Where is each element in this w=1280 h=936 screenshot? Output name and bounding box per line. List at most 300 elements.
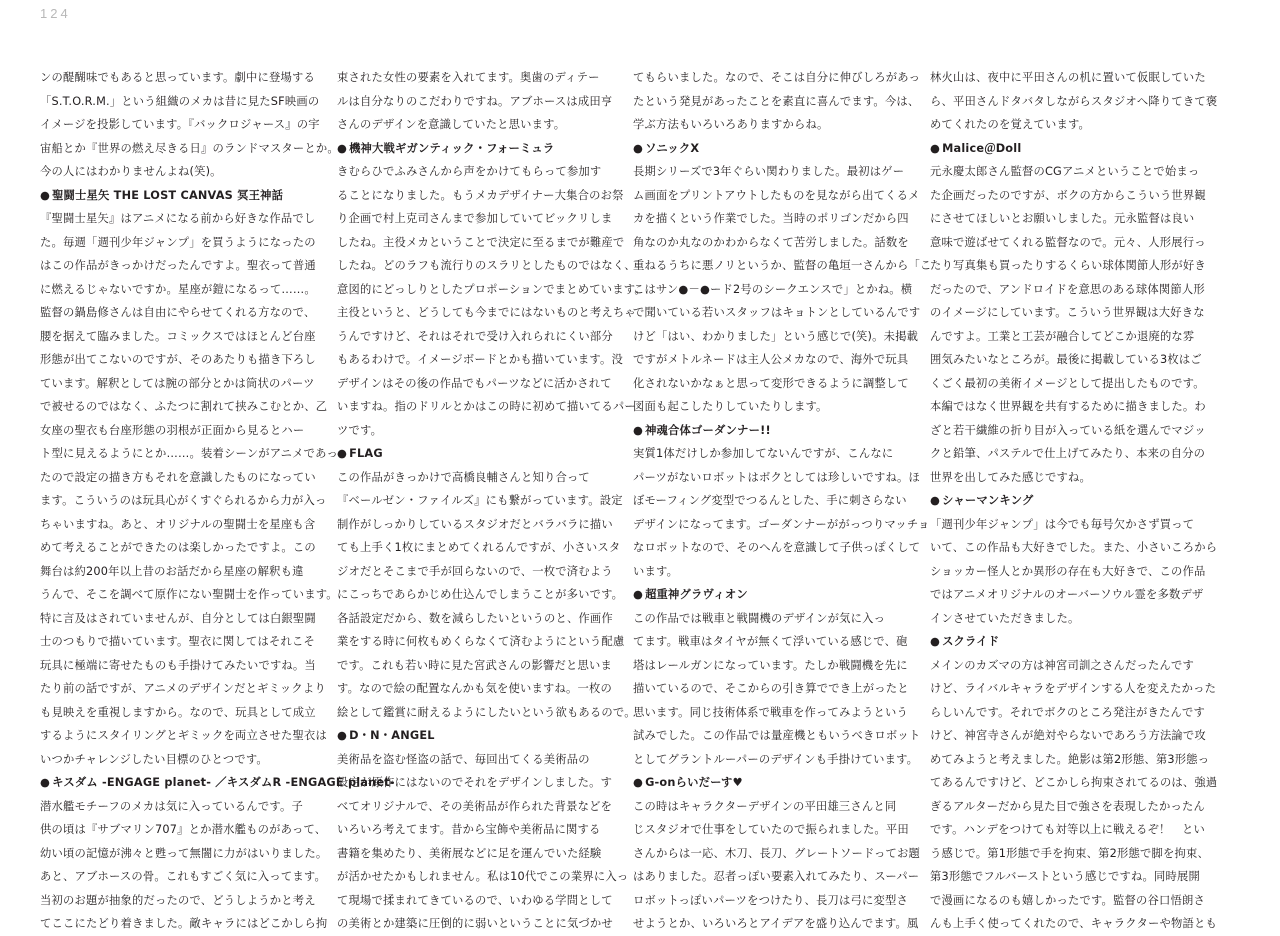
- line-text: 各話設定だから、数を減らしたいというのと、作画作: [337, 611, 613, 625]
- line-text: メインのカズマの方は神宮司訓之さんだったんです: [930, 658, 1194, 672]
- line-text: デザインはその後の作品でもパーツなどに活かされて: [337, 376, 612, 390]
- text-line: [40, 701, 316, 725]
- line-text: ショッカー怪人とか異形の存在も大好きで、この作品: [930, 564, 1206, 578]
- line-text: ら、平田さんドタバタしながらスタジオへ降りてきて褒: [930, 94, 1218, 108]
- text-line: [633, 254, 932, 278]
- line-text: 角なのか丸なのかわからなくて苦労しました。話数を: [633, 235, 909, 249]
- line-text: 当初のお題が抽象的だったので、どうしようかと考え: [40, 893, 316, 907]
- text-line: [930, 442, 1206, 466]
- line-text: です。これも若い時に見た宮武さんの影響だと思いま: [337, 658, 613, 672]
- text-line: [337, 207, 613, 231]
- text-line: [337, 748, 607, 772]
- text-line: [930, 254, 1206, 278]
- text-line: [40, 513, 316, 537]
- line-text: 重ねるうちに悪ノリというか、監督の亀垣一さんから「こ: [633, 259, 932, 272]
- line-text: た企画だったのですが、ボクの方からこういう世界観: [930, 188, 1206, 202]
- heading-text: スクライド: [942, 635, 1000, 648]
- line-text: 世界を出してみた感じですね。: [930, 470, 1091, 484]
- text-line: [930, 160, 1200, 184]
- text-line: [930, 536, 1218, 560]
- line-text: したね。どのラフも流行りのスラリとしたものではなく、: [337, 259, 636, 272]
- line-text: 特に言及はされていませんが、自分としては白銀聖闘: [40, 611, 316, 625]
- text-line: [633, 113, 903, 137]
- line-text: としてグラントルーパーのデザインも手掛けています。: [633, 752, 919, 766]
- line-text: めて考えることができたのは楽しかったですよ。この: [40, 541, 316, 554]
- text-line: [633, 654, 908, 678]
- text-line: [337, 325, 613, 349]
- line-text: めてみようと考えました。絶影は第2形態、第3形態っ: [930, 752, 1210, 766]
- text-line: [633, 607, 903, 631]
- text-line: [337, 771, 613, 795]
- line-text: ですがメトルネードは主人公メカなので、海外で玩具: [633, 353, 909, 366]
- text-line: [930, 348, 1200, 372]
- line-text: いつかチャレンジしたい目標のひとつです。: [40, 752, 268, 766]
- line-text: インさせていただきました。: [930, 611, 1080, 625]
- line-text: 宙船とか『世界の燃え尽きる日』のランドマスターとか。: [40, 141, 339, 155]
- text-line: [337, 701, 636, 725]
- text-line: [930, 395, 1206, 419]
- line-text: 業をする時に何枚もめくらなくて済むようにという配慮: [337, 635, 625, 648]
- text-line: [40, 466, 316, 490]
- line-text: ロボットっぽいパーツをつけたり、長刀は弓に変型さ: [633, 893, 909, 907]
- text-line: [40, 560, 310, 584]
- section-heading: [337, 442, 607, 466]
- line-text: この作品がきっかけで高橋良輔さんと知り合って: [337, 470, 590, 484]
- line-text: てここにたどり着きました。敵キャラにはどこかしら拘: [40, 917, 328, 930]
- line-text: てあるんですけど、どこかしら拘束されてるのは、強過: [930, 776, 1218, 789]
- text-line: [930, 771, 1218, 795]
- text-line: [930, 865, 1200, 889]
- text-line: [633, 184, 920, 208]
- text-line: [633, 912, 919, 936]
- text-line: [40, 278, 316, 302]
- line-text: はこの作品がきっかけだったんですよ。聖衣って普通: [40, 259, 316, 272]
- line-text: 腰を据えて臨みました。コミックスではほとんど台座: [40, 329, 316, 343]
- line-text: 潜水艦モチーフのメカは気に入っているんです。子: [40, 799, 303, 813]
- text-line: [337, 513, 613, 537]
- heading-text: 聖闘士星矢 THE LOST CANVAS 冥王神話: [52, 188, 284, 202]
- line-text: 意図的にどっしりとしたプロポーションでまとめています。: [337, 282, 646, 296]
- line-text: 書籍を集めたり、美術展などに足を運んでいた経験: [337, 846, 602, 860]
- heading-text: D・N・ANGEL: [349, 729, 435, 742]
- text-line: [633, 466, 920, 490]
- text-line: [337, 419, 607, 443]
- line-text: 描いているので、そこからの引き算ででき上がったと: [633, 682, 909, 695]
- text-line: [633, 701, 909, 725]
- line-text: 本編ではなく世界観を共有するために描きました。わ: [930, 400, 1206, 413]
- line-text: たので設定の描き方もそれを意識したものになってい: [40, 470, 316, 484]
- text-line: [40, 912, 328, 936]
- line-text: 思います。同じ技術体系で戦車を作ってみようという: [633, 705, 909, 719]
- heading-text: キスダム -ENGAGE planet- ／キスダムR -ENGAGE planet-: [52, 776, 395, 789]
- column-2: [337, 66, 646, 930]
- line-text: 士のつもりで描いています。聖衣に関してはそれこそ: [40, 635, 316, 648]
- heading-text: 神魂合体ゴーダンナー!!: [645, 423, 771, 437]
- heading-text: 超重神グラヴィオン: [645, 588, 748, 601]
- text-line: [337, 372, 612, 396]
- text-line: [40, 489, 327, 513]
- text-line: [40, 137, 339, 161]
- line-text: 『ベールゼン・ファイルズ』にも繋がっています。設定: [337, 494, 623, 507]
- text-line: [930, 301, 1205, 325]
- line-text: てます。戦車はタイヤが無くて浮いている感じで、砲: [633, 635, 908, 648]
- line-text: たり前の話ですが、アニメのデザインだとギミックより: [40, 682, 326, 695]
- section-heading: [930, 137, 1200, 161]
- heading-bullet: ●: [930, 494, 941, 507]
- text-line: [633, 160, 903, 184]
- heading-bullet: ●: [40, 776, 51, 789]
- line-text: この作品では戦車と戦闘機のデザインが気に入っ: [633, 611, 886, 625]
- text-line: [337, 865, 629, 889]
- text-line: [337, 654, 613, 678]
- text-line: [40, 748, 310, 772]
- line-text: いますね。指のドリルとかはこの時に初めて描いてるパー: [337, 400, 636, 413]
- text-line: [40, 66, 316, 90]
- text-line: [930, 583, 1204, 607]
- column-3: [633, 66, 932, 930]
- text-line: [40, 348, 316, 372]
- line-text: せようとか、いろいろとアイデアを盛り込んでます。風: [633, 917, 919, 930]
- line-text: う感じで。第1形態で手を拘束、第2形態で脚を拘束、: [930, 846, 1209, 860]
- line-text: ム画面をプリントアウトしたものを見ながら出てくるメ: [633, 188, 920, 202]
- line-text: ジオだとそこまで手が回らないので、一枚で済むよう: [337, 564, 613, 578]
- line-text: 学ぶ方法もいろいろありますからね。: [633, 118, 829, 131]
- heading-text: 機神大戦ギガンティック・フォーミュラ: [349, 141, 555, 155]
- line-text: にさせてほしいとお願いしました。元永監督は良い: [930, 212, 1195, 225]
- section-heading: [337, 137, 607, 161]
- section-heading: [633, 771, 903, 795]
- text-line: [40, 630, 316, 654]
- text-line: [633, 348, 909, 372]
- line-text: こはサン●－●ード2号のシークエンスで」とかね。横: [633, 282, 913, 296]
- line-text: 意味で遊ばせてくれる監督なので。元々、人形展行っ: [930, 235, 1206, 249]
- line-text: 束された女性の要素を入れてます。奥歯のディテー: [337, 71, 600, 84]
- line-text: 囲気みたいなところが。最後に掲載している3枚はご: [930, 353, 1202, 366]
- section-heading: [40, 184, 310, 208]
- text-line: [40, 113, 320, 137]
- text-line: [40, 301, 316, 325]
- line-text: ツです。: [337, 423, 383, 437]
- line-text: クと鉛筆、パステルで仕上げてみたり、本来の自分の: [930, 447, 1206, 460]
- text-line: [930, 889, 1206, 913]
- heading-bullet: ●: [633, 141, 644, 155]
- text-line: [633, 536, 921, 560]
- line-text: ても上手く1枚にまとめてくれるんですが、小さいスタ: [337, 541, 621, 554]
- line-text: の美術とか建築に圧倒的に弱いということに気づかせ: [337, 917, 613, 930]
- text-line: [633, 301, 921, 325]
- text-line: [930, 113, 1200, 137]
- text-line: [337, 90, 613, 114]
- text-line: [40, 395, 328, 419]
- heading-text: G-onらいだーす♥: [645, 776, 743, 789]
- line-text: くごく最初の美術イメージとして提出したものです。: [930, 376, 1205, 390]
- heading-bullet: ●: [930, 141, 941, 155]
- text-line: [633, 865, 920, 889]
- text-line: [930, 66, 1206, 90]
- section-heading: [633, 137, 903, 161]
- text-line: [337, 231, 625, 255]
- line-text: も見映えを重視しますから。なので、玩具として成立: [40, 705, 316, 719]
- line-text: この時はキャラクターデザインの平田雄三さんと同: [633, 799, 897, 813]
- line-text: カを描くという作業でした。当時のポリゴンだから四: [633, 212, 909, 225]
- text-line: [930, 184, 1206, 208]
- text-line: [633, 207, 909, 231]
- page-number: 124: [40, 6, 71, 21]
- section-heading: [40, 771, 395, 795]
- text-line: [633, 630, 908, 654]
- text-line: [337, 889, 613, 913]
- text-line: [337, 348, 623, 372]
- line-text: います。: [633, 564, 679, 578]
- text-line: [633, 372, 909, 396]
- text-line: [633, 66, 921, 90]
- line-text: たという発見があったことを素直に喜んでます。今は、: [633, 94, 920, 108]
- text-line: [930, 654, 1200, 678]
- text-line: [40, 607, 316, 631]
- section-heading: [337, 724, 607, 748]
- text-line: [40, 207, 316, 231]
- line-text: 「S.T.O.R.M.」という組織のメカは昔に見たSF映画の: [40, 94, 320, 108]
- line-text: で被せるのではなく、ふたつに割れて挟みこむとか、乙: [40, 400, 328, 413]
- text-line: [930, 912, 1217, 936]
- text-line: [633, 795, 903, 819]
- line-text: ぼモーフィング変型でつるんとした、手に刺さらない: [633, 494, 907, 507]
- text-line: [40, 795, 310, 819]
- text-line: [40, 254, 316, 278]
- text-line: [40, 372, 315, 396]
- text-line: [337, 842, 607, 866]
- text-line: [337, 630, 625, 654]
- line-text: にこっちであらかじめ仕込んでしまうことが多いです。: [337, 588, 624, 601]
- line-text: 『聖闘士星矢』はアニメになる前から好きな作品でし: [40, 212, 316, 225]
- line-text: ています。解釈としては腕の部分とかは筒状のパーツ: [40, 376, 315, 390]
- line-text: 監督の鍋島修さんは自由にやらせてくれる方なので、: [40, 306, 316, 319]
- line-text: イメージを投影しています。『バックロジャース』の宇: [40, 118, 320, 131]
- heading-bullet: ●: [633, 423, 644, 437]
- heading-bullet: ●: [337, 729, 348, 742]
- line-text: けど、神宮寺さんが絶対やらないであろう方法論で攻: [930, 729, 1206, 742]
- line-text: らしいんです。それでボクのところ発注がきたんです: [930, 705, 1206, 719]
- line-text: だったので、アンドロイドを意思のある球体関節人形: [930, 282, 1205, 296]
- heading-text: Malice＠Doll: [942, 141, 1022, 155]
- text-line: [930, 842, 1209, 866]
- text-line: [930, 90, 1218, 114]
- text-line: [633, 278, 913, 302]
- text-line: [930, 818, 1206, 842]
- text-line: [633, 442, 903, 466]
- line-text: 元永慶太郎さん監督のCGアニメということで始まっ: [930, 165, 1200, 178]
- text-line: [930, 607, 1200, 631]
- text-line: [337, 912, 613, 936]
- text-line: [633, 489, 907, 513]
- line-text: けど、ライバルキャラをデザインする人を変えたかった: [930, 682, 1217, 695]
- line-text: す。なので絵の配置なんかも気を使いますね。一枚の: [337, 682, 613, 695]
- heading-bullet: ●: [40, 188, 51, 202]
- text-line: [930, 677, 1217, 701]
- line-text: 主役というと、どうしても今までにはないものと考えちゃ: [337, 306, 636, 319]
- line-text: 絵として鑑賞に耐えるようにしたいという欲もあるので。: [337, 705, 636, 719]
- line-text: て現場で揉まれてきているので、いわゆる学問として: [337, 893, 613, 907]
- text-line: [337, 66, 607, 90]
- text-line: [930, 701, 1206, 725]
- text-line: [930, 795, 1206, 819]
- text-line: [337, 184, 624, 208]
- text-line: [930, 278, 1205, 302]
- text-line: [40, 231, 316, 255]
- line-text: するようにスタイリングとギミックを両立させた聖衣は: [40, 729, 327, 742]
- text-line: [633, 513, 930, 537]
- text-line: [337, 278, 646, 302]
- text-line: [40, 818, 327, 842]
- heading-text: FLAG: [349, 447, 383, 460]
- text-line: [337, 160, 607, 184]
- line-text: はありました。忍者っぽい要素入れてみたり、スーパー: [633, 870, 920, 883]
- line-text: 舞台は約200年以上昔のお話だから星座の解釈も違: [40, 564, 304, 578]
- line-text: 林火山は、夜中に平田さんの机に置いて仮眠していた: [930, 71, 1206, 84]
- line-text: あと、アブホースの骨。これもすごく気に入ってます。: [40, 870, 326, 883]
- line-text: ます。こういうのは玩具心がくすぐられるから力が入っ: [40, 494, 327, 507]
- text-line: [337, 583, 624, 607]
- text-line: [40, 536, 316, 560]
- text-line: [40, 419, 310, 443]
- line-text: もあるわけで。イメージボードとかも描いています。没: [337, 353, 623, 366]
- text-line: [337, 466, 607, 490]
- text-line: [337, 795, 613, 819]
- text-line: [337, 677, 613, 701]
- text-line: [40, 442, 339, 466]
- line-text: のイメージにしています。こういう世界観は大好きな: [930, 306, 1205, 319]
- line-text: てもらいました。なので、そこは自分に伸びしろがあっ: [633, 71, 921, 84]
- line-text: べてオリジナルで、その美術品が作られた背景などを: [337, 799, 613, 813]
- text-line: [337, 536, 621, 560]
- line-text: うんですけど、それはそれで受け入れられにくい部分: [337, 329, 613, 343]
- text-line: [633, 395, 903, 419]
- line-text: が活かせたかもしれません。私は10代でこの業界に入っ: [337, 870, 629, 883]
- line-text: んですよ。工業と工芸が融合してどこか退廃的な雰: [930, 329, 1195, 343]
- text-line: [633, 325, 919, 349]
- line-text: で聞いている若いスタッフはキョトンとしているんです: [633, 306, 921, 319]
- line-text: ることになりました。もうメカデザイナー大集合のお祭: [337, 188, 624, 202]
- text-line: [337, 489, 623, 513]
- heading-bullet: ●: [633, 588, 644, 601]
- text-line: [930, 513, 1200, 537]
- line-text: り企画で村上克司さんまで参加していてビックリしま: [337, 212, 613, 225]
- section-heading: [930, 630, 1200, 654]
- text-line: [40, 583, 338, 607]
- line-text: 試みでした。この作品では量産機ともいうべきロボット: [633, 729, 921, 742]
- line-text: 塔はレールガンになっています。たしか戦闘機を先に: [633, 658, 908, 672]
- text-line: [930, 207, 1200, 231]
- text-line: [40, 654, 316, 678]
- section-heading: [633, 419, 903, 443]
- section-heading: [930, 489, 1200, 513]
- text-line: [930, 560, 1206, 584]
- line-text: ぎるアルターだから見た目で強さを表現したかったん: [930, 799, 1206, 813]
- text-line: [930, 419, 1206, 443]
- text-line: [40, 842, 328, 866]
- line-text: 化されないかなぁと思って変形できるように調整して: [633, 376, 909, 390]
- line-text: 形態が出てこないのですが、そのあたりも描き下ろし: [40, 353, 316, 366]
- line-text: 「週刊少年ジャンプ」は今でも毎号欠かさず買って: [930, 517, 1195, 531]
- section-heading: [633, 583, 903, 607]
- line-text: 美術品を盗む怪盗の話で、毎回出てくる美術品の: [337, 752, 590, 766]
- line-text: 女座の聖衣も台座形態の羽根が正面から見るとハー: [40, 423, 305, 437]
- heading-text: シャーマンキング: [942, 494, 1034, 507]
- line-text: きむらひでふみさんから声をかけてもらって参加す: [337, 165, 602, 178]
- line-text: したね。主役メカということで決定に至るまでが難産で: [337, 235, 625, 249]
- line-text: なロボットなので、そのへんを意識して子供っぽくして: [633, 541, 921, 554]
- line-text: ではアニメオリジナルのオーバーソウル霊を多数デザ: [930, 588, 1204, 601]
- text-line: [633, 560, 903, 584]
- line-text: パーツがないロボットはボクとしては珍しいですね。ほ: [633, 470, 920, 484]
- line-text: で漫画になるのも嬉しかったです。監督の谷口悟朗さ: [930, 893, 1206, 907]
- line-text: 設定が原作にはないのでそれをデザインしました。す: [337, 776, 613, 789]
- text-line: [930, 372, 1205, 396]
- text-line: [633, 724, 921, 748]
- heading-text: ソニックX: [645, 141, 700, 155]
- text-line: [633, 677, 909, 701]
- text-line: [930, 231, 1206, 255]
- heading-bullet: ●: [633, 776, 644, 789]
- line-text: 供の頃は『サブマリン707』とか潜水艦ものがあって、: [40, 823, 327, 836]
- line-text: さんのデザインを意識していたと思います。: [337, 118, 566, 131]
- text-line: [633, 842, 920, 866]
- line-text: めてくれたのを覚えています。: [930, 118, 1091, 131]
- line-text: いて、この作品も大好きでした。また、小さいころから: [930, 541, 1218, 554]
- line-text: デザインになってます。ゴーダンナーががっつりマッチョ: [633, 517, 930, 531]
- line-text: ざと若干繊維の折り目が入っている紙を選んでマジッ: [930, 423, 1206, 437]
- text-line: [930, 724, 1206, 748]
- text-line: [337, 818, 607, 842]
- line-text: んも上手く使ってくれたので、キャラクターや物語とも: [930, 917, 1217, 930]
- text-line: [40, 724, 327, 748]
- line-text: けど「はい、わかりました」という感じで(笑)。未掲載: [633, 329, 919, 343]
- text-line: [337, 301, 636, 325]
- text-line: [930, 325, 1200, 349]
- article-body: [40, 66, 1240, 930]
- text-line: [633, 889, 909, 913]
- line-text: 幼い頃の記憶が沸々と甦って無闇に力がはいりました。: [40, 846, 328, 860]
- text-line: [40, 325, 316, 349]
- text-line: [40, 889, 316, 913]
- column-4: [930, 66, 1218, 930]
- text-line: [40, 865, 326, 889]
- text-line: [337, 254, 636, 278]
- line-text: 長期シリーズで3年ぐらい関わりました。最初はゲー: [633, 165, 905, 178]
- line-text: ンの醍醐味でもあると思っています。劇中に登場する: [40, 71, 316, 84]
- line-text: 第3形態でフルバーストという感じですね。同時展開: [930, 870, 1201, 883]
- text-line: [633, 748, 919, 772]
- line-text: ト型に見えるようにとか……。装着シーンがアニメであっ: [40, 447, 339, 460]
- text-line: [930, 466, 1200, 490]
- line-text: 実質1体だけしか参加してないんですが、こんなに: [633, 447, 894, 460]
- text-line: [337, 560, 613, 584]
- line-text: 制作がしっかりしているスタジオだとバラバラに描い: [337, 517, 613, 531]
- text-line: [337, 395, 636, 419]
- line-text: 図面も起こしたりしていたりします。: [633, 400, 828, 413]
- line-text: たり写真集も買ったりするくらい球体関節人形が好き: [930, 259, 1206, 272]
- line-text: 玩具に極端に寄せたものも手掛けてみたいですね。当: [40, 658, 316, 672]
- text-line: [337, 607, 613, 631]
- line-text: うんで、そこを調べて原作にない聖闘士を作っています。: [40, 588, 338, 601]
- heading-bullet: ●: [337, 447, 348, 460]
- heading-bullet: ●: [337, 141, 348, 155]
- text-line: [633, 231, 909, 255]
- text-line: [633, 90, 920, 114]
- heading-bullet: ●: [930, 635, 941, 648]
- line-text: ちゃいますね。あと、オリジナルの聖闘士を星座も含: [40, 517, 316, 531]
- text-line: [40, 90, 320, 114]
